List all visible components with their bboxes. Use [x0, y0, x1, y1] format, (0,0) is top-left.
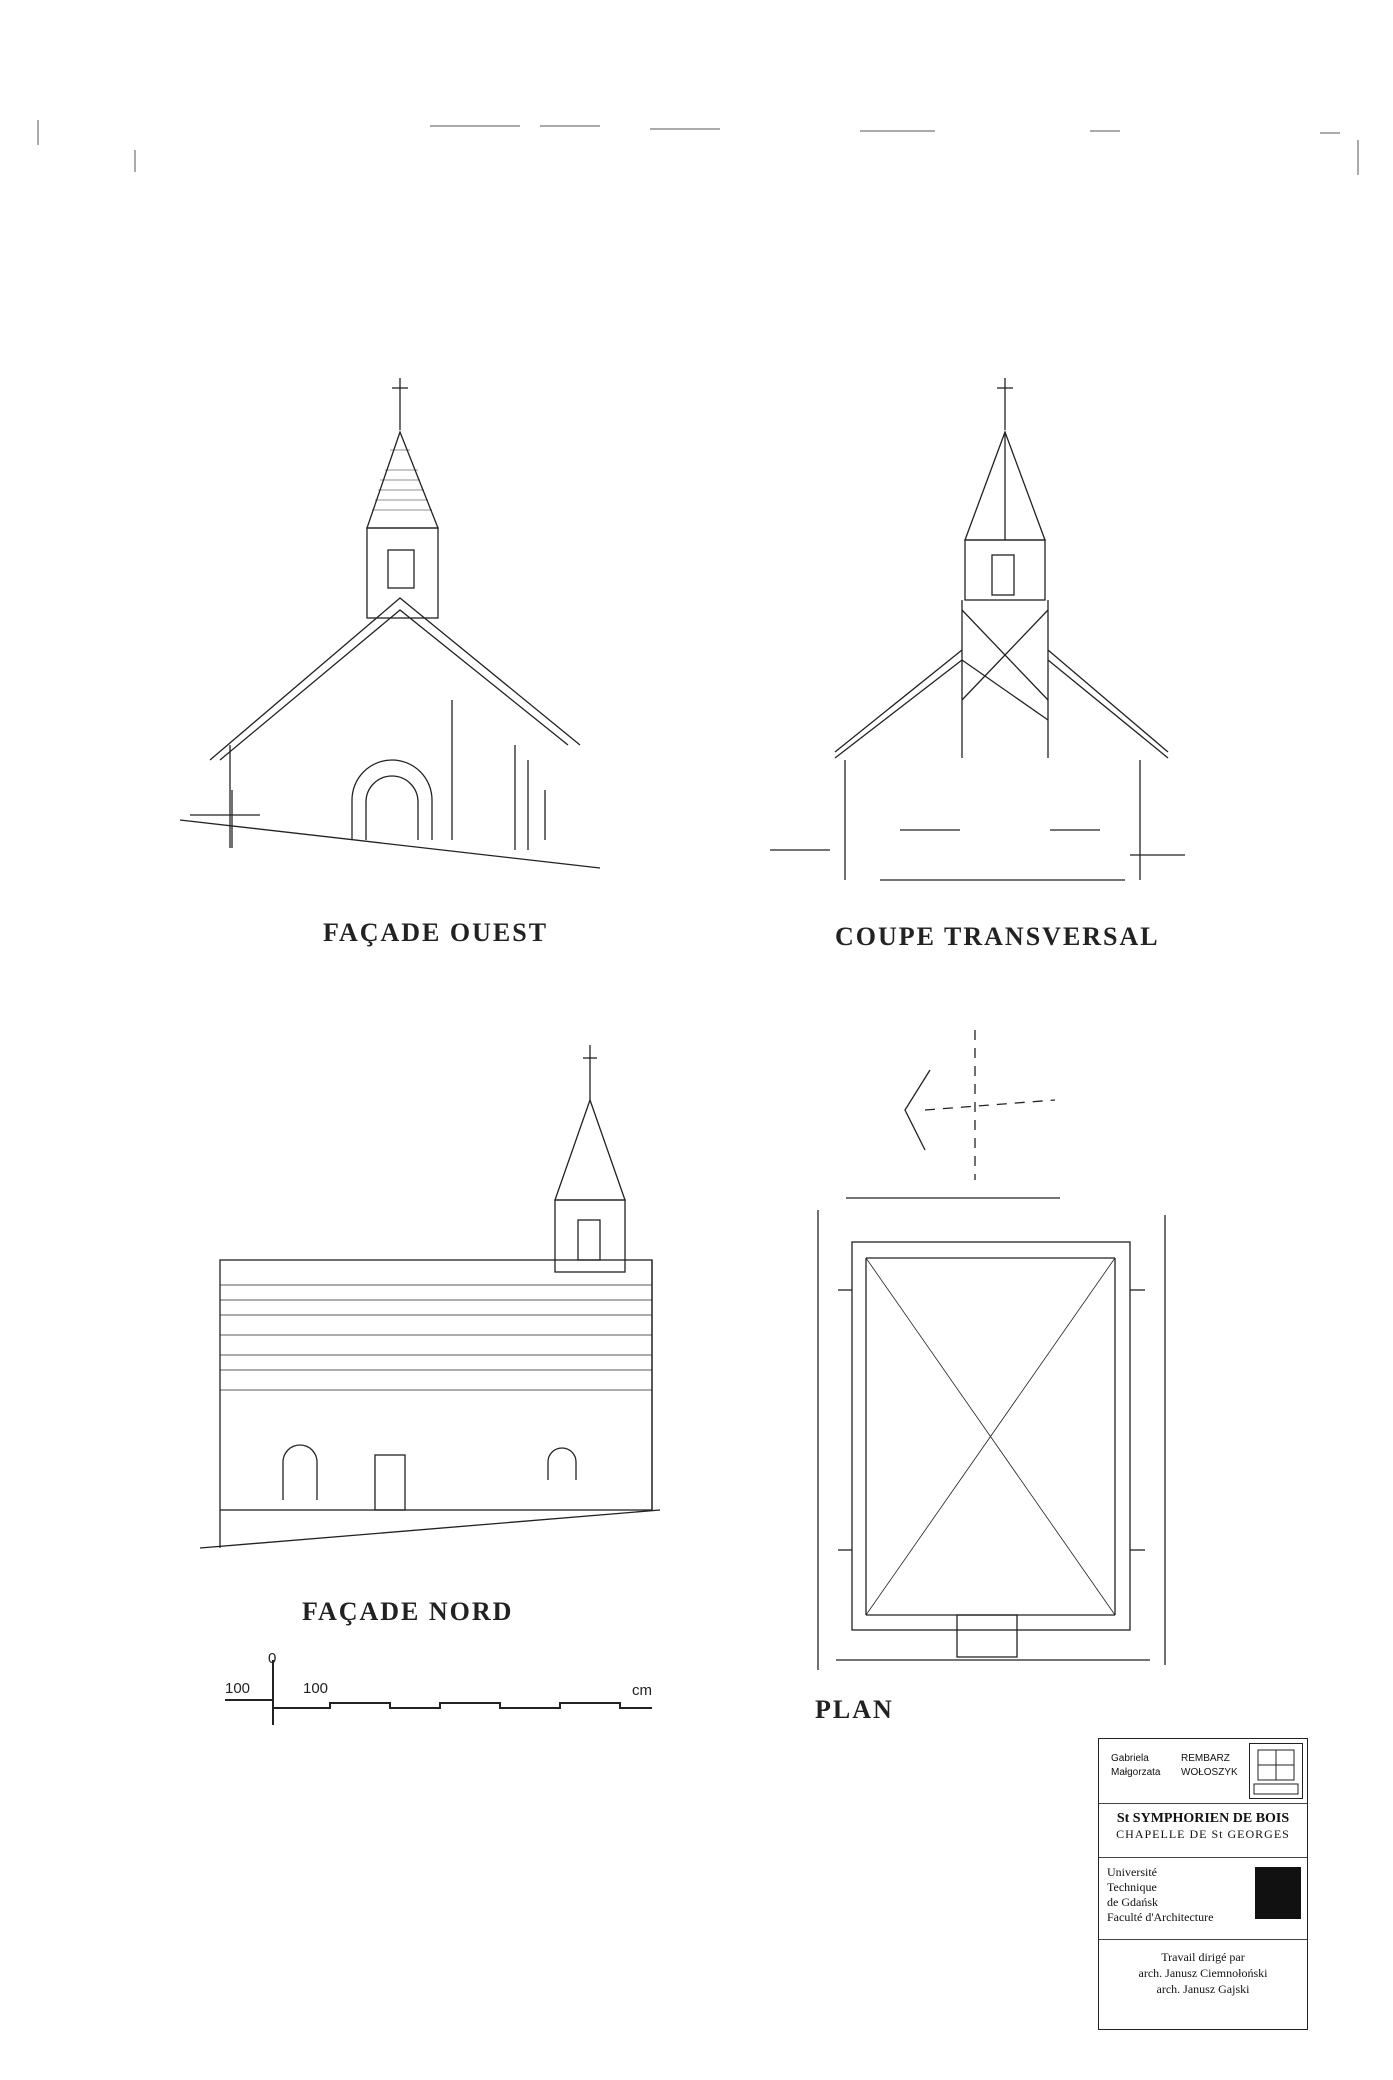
scale-left-label: 100 [225, 1680, 251, 1697]
caption-plan: PLAN [815, 1695, 894, 1724]
caption-coupe-transversal: COUPE TRANSVERSAL [835, 922, 1160, 951]
author1-first: Gabriela [1111, 1753, 1149, 1764]
faculty-logo-icon [1255, 1867, 1301, 1919]
facade-nord-drawing [200, 1045, 660, 1548]
university-line-3: de Gdańsk [1107, 1895, 1158, 1909]
university-line-1: Université [1107, 1865, 1157, 1879]
scale-zero-label: 0 [268, 1650, 277, 1667]
facade-ouest-drawing [180, 378, 600, 868]
coupe-transversal-drawing [770, 378, 1185, 880]
university-section [1099, 1857, 1307, 1940]
scan-artifacts [38, 120, 1358, 175]
author1-last: REMBARZ [1181, 1753, 1230, 1764]
university-line-2: Technique [1107, 1880, 1157, 1894]
scale-unit-label: cm [632, 1682, 652, 1699]
title-block [1098, 1738, 1308, 2030]
crest-logo-icon [1249, 1743, 1303, 1799]
directed-by-label: Travail dirigé par [1161, 1950, 1245, 1964]
plan-drawing [818, 1030, 1165, 1670]
director-2: arch. Janusz Gajski [1156, 1982, 1250, 1996]
university-line-4: Faculté d'Architecture [1107, 1910, 1214, 1924]
project-title: St SYMPHORIEN DE BOIS [1116, 1811, 1290, 1826]
directors-section [1099, 1939, 1307, 2029]
caption-facade-nord: FAÇADE NORD [302, 1597, 514, 1626]
director-1: arch. Janusz Ciemnołoński [1138, 1966, 1268, 1980]
scale-bar [225, 1660, 652, 1725]
author2-first: Małgorzata [1111, 1767, 1161, 1778]
author2-last: WOŁOSZYK [1181, 1767, 1238, 1778]
project-title-section [1099, 1803, 1307, 1858]
project-subtitle: CHAPELLE DE St GEORGES [1116, 1827, 1290, 1841]
authors-section [1099, 1739, 1307, 1804]
caption-facade-ouest: FAÇADE OUEST [323, 918, 549, 947]
scale-right-label: 100 [303, 1680, 329, 1697]
